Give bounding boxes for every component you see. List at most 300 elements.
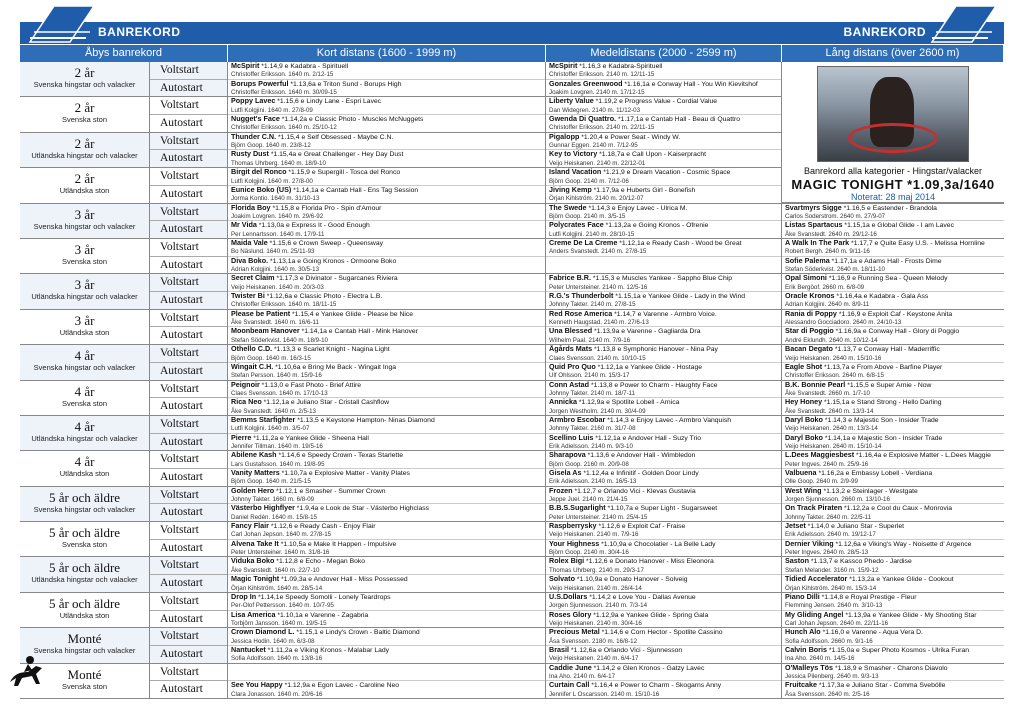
record-driver: Christoffer Eriksson. 2640 m. 6/8-15 (785, 372, 884, 380)
record-time-pedigree: *1.12,9a e Spotlite Lobell - Arnica (578, 399, 680, 407)
record-time-pedigree: *1.16,4a e Kadabra - Gala Ass (836, 293, 929, 301)
class-sub: Svenska ston (61, 540, 108, 550)
class-cell (20, 168, 150, 202)
horse-name: Sharapova (549, 451, 586, 460)
record-entry (782, 398, 1004, 415)
record-time-pedigree: *1.12,6 e Ready Cash - Enjoy Flair (270, 523, 376, 531)
start-type-auto: Autostart (160, 506, 203, 519)
record-entry (546, 62, 781, 80)
start-type-volt: Voltstart (150, 557, 227, 575)
class-age: 5 år och äldre (48, 525, 121, 541)
horse-name: Drop In (231, 592, 257, 601)
record-driver: Örjan Kihlström. 2640 m. 15/3-14 (785, 584, 877, 592)
record-driver: Björn Goop. 2140 m. 30/4-16 (549, 549, 629, 557)
class-age: Monté (67, 666, 102, 682)
horse-name: Armbro Escobar (549, 415, 606, 424)
record-entry (782, 221, 1004, 238)
start-type-cell (150, 204, 228, 238)
record-driver: Johnny Takter. 2140 m. 18/7-11 (549, 389, 636, 397)
horse-name: West Wing (785, 486, 822, 495)
table-row (20, 381, 1004, 416)
kort-cell (228, 522, 546, 556)
record-entry (782, 363, 1004, 380)
record-entry (228, 381, 545, 399)
record-driver: Veijo Heiskanen. 2140 m. 6/4-17 (549, 655, 639, 663)
horse-name: Brasil (549, 645, 569, 654)
record-entry (546, 133, 781, 151)
class-sub: Utländska ston (59, 610, 110, 620)
med-cell (546, 557, 782, 591)
record-entry (546, 186, 781, 203)
record-time-pedigree: *1.17,7 e Quite Easy U.S. - Melissa Hornline (851, 239, 985, 247)
horse-name: Curtain Call (549, 681, 590, 690)
start-type-auto: Autostart (160, 329, 203, 342)
horse-name: Annicka (549, 398, 577, 407)
horse-name: Dernier Viking (785, 539, 834, 548)
horse-name: Saston (785, 557, 809, 566)
med-cell (546, 62, 782, 96)
class-age: 5 år och äldre (48, 560, 121, 576)
start-type-cell (150, 168, 228, 202)
record-driver: Johnny Takter. 2640 m. 22/5-11 (785, 513, 872, 521)
record-time-pedigree: *1.13,2 e Steinlager - Westgate (823, 487, 918, 495)
lang-cell (782, 593, 1004, 627)
class-cell (20, 310, 150, 344)
start-type-cell (150, 557, 228, 591)
record-driver: Christoffer Eriksson. 1640 m. 25/10-12 (231, 124, 337, 132)
record-time-pedigree: *1.14,1a e Cantab Hall - Mink Hanover (301, 328, 418, 336)
start-type-volt: Voltstart (150, 133, 227, 151)
class-age: 2 år (74, 100, 95, 116)
record-driver: Åke Svanstedt. 2640 m. 29/12-16 (785, 230, 877, 238)
record-driver: Björn Goop. 2140 m. 7/12-06 (549, 177, 629, 185)
horse-name: Caddie June (549, 663, 592, 672)
med-cell (546, 97, 782, 131)
horse-name: Sofie Palema (785, 256, 830, 265)
horse-name: Golden Hero (231, 486, 275, 495)
start-type-volt: Voltstart (150, 97, 227, 115)
start-type-volt: Voltstart (150, 62, 227, 80)
record-entry (228, 239, 545, 257)
start-type-volt: Voltstart (150, 345, 227, 363)
record-driver: Veijo Heiskanen. 2140 m. 7/9-16 (549, 531, 639, 539)
record-entry (782, 239, 1004, 257)
record-time-pedigree: *1.16,4 e Power to Charm - Skogarns Anny (591, 682, 722, 690)
horse-name: Daryl Boko (785, 433, 823, 442)
kort-cell (228, 345, 546, 379)
start-type-cell (150, 664, 228, 698)
record-entry (228, 557, 545, 575)
horse-name: Polycrates Face (549, 221, 604, 230)
record-time-pedigree: *1.16,9 e Running Sea - Queen Melody (828, 275, 948, 283)
start-type-auto: Autostart (160, 223, 203, 236)
lang-cell (782, 310, 1004, 344)
record-driver: Anders Svanstedt. 2140 m. 27/8-15 (549, 248, 647, 256)
horse-name: Gonzales Greenwood (549, 79, 623, 88)
table-row (20, 416, 1004, 451)
record-driver: Adrian Kolgjini. 1640 m. 30/5-13 (231, 266, 320, 274)
table-row (20, 204, 1004, 239)
class-cell (20, 204, 150, 238)
horse-name: Tidied Accelerator (785, 575, 848, 584)
record-driver: Peter Untersteiner. 2140 m. 12/5-16 (549, 283, 648, 291)
column-header-class: Åbys banrekord (20, 45, 228, 62)
table-row (20, 664, 1004, 699)
record-time-pedigree: *1.12,6a e Viking's Way - Noisette d' Argence (835, 540, 972, 548)
record-driver: André Eklundh. 2640 m. 10/12-14 (785, 336, 878, 344)
record-entry (546, 611, 781, 628)
start-type-volt: Voltstart (150, 416, 227, 434)
horse-name: Frozen (549, 486, 573, 495)
record-time-pedigree: *1.10,9a e Donato Hanover - Solveig (576, 576, 688, 584)
record-entry (782, 310, 1004, 328)
record-driver: Veijo Heiskanen. 2640 m. 15/10-14 (785, 443, 882, 450)
record-time-pedigree: *1.21,9 e Dream Vacation - Cosmic Space (603, 169, 731, 177)
column-header-row (20, 45, 1004, 62)
record-time-pedigree: *1.14,3 e Enjoy Lavec - Armbro Vanquish (607, 416, 732, 424)
horse-name: Bemms Starfighter (231, 415, 296, 424)
med-cell (546, 522, 782, 556)
horse-name: B.B.S.Sugarlight (549, 504, 606, 513)
record-entry (546, 257, 781, 274)
start-type-cell (150, 487, 228, 521)
record-time-pedigree: *1.16,3 e Kadabra-Spirituell (579, 63, 663, 70)
record-time-pedigree: *1.12,6a e Orlando Vici - Sjunnesson (570, 646, 683, 654)
class-sub: Utländska ston (59, 469, 110, 479)
record-entry (228, 469, 545, 486)
start-type-volt: Voltstart (150, 628, 227, 646)
record-entry (782, 451, 1004, 469)
record-driver: Jeppe Juel. 2140 m. 21/4-15 (549, 496, 628, 504)
record-entry (546, 540, 781, 557)
record-time-pedigree: *1.15,8 e Florida Pro - Spin d'Amour (272, 204, 382, 212)
record-driver: Daniel Redén. 1640 m. 15/8-15 (231, 513, 317, 521)
record-driver: Alessandro Gocciadoro. 2640 m. 24/10-13 (785, 319, 902, 327)
record-time-pedigree: *1.10,7a e Super Light - Sugarsweet (607, 505, 718, 513)
kort-cell (228, 451, 546, 485)
record-driver: Wilhelm Paal. 2140 m. 7/9-16 (549, 336, 631, 344)
record-entry (546, 97, 781, 115)
record-driver: Erik Bergöof. 2660 m. 6/8-09 (785, 283, 865, 291)
class-cell (20, 416, 150, 450)
record-entry (228, 664, 545, 682)
horse-name: Mr Vida (231, 221, 257, 230)
record-time-pedigree: *1.13,9a e Yankee Glide - My Shooting Star (845, 611, 977, 619)
horse-name: My Gliding Angel (785, 610, 844, 619)
record-driver: Åke Svanstedt. 1640 m. 22/7-10 (231, 566, 320, 574)
record-time-pedigree: *1.14,6 e Speedy Crown - Texas Starlette (278, 452, 403, 460)
start-type-cell (150, 522, 228, 556)
kort-cell (228, 381, 546, 415)
med-cell (546, 168, 782, 202)
class-sub: Utländska hingstar och valacker (31, 433, 138, 443)
record-driver: Joakim Lovgren. 1640 m. 29/6-92 (231, 212, 324, 220)
record-time-pedigree: *1.14,1e Speedy Somolli - Lonely Teardrops (258, 593, 391, 601)
horse-name: Raspberrysky (549, 522, 597, 531)
horse-name: Oracle Kronos (785, 292, 835, 301)
class-sub: Svenska ston (61, 398, 108, 408)
record-time-pedigree: *1.13,7 e Kassco Phedo - Jardise (810, 558, 912, 566)
table-row (20, 239, 1004, 274)
record-driver: Johnny Takter. 2140 m. 27/8-15 (549, 301, 636, 309)
record-entry (228, 504, 545, 521)
lang-cell (782, 487, 1004, 521)
horse-name: On Track Piraten (785, 504, 843, 513)
record-driver: Lars Gustafsson. 1640 m. 19/8-95 (231, 460, 325, 468)
record-time-pedigree: *1.12,9a e Egon Lavec - Caroline Neo (284, 682, 400, 690)
class-sub: Svenska hingstar och valacker (33, 80, 136, 89)
record-entry (228, 416, 545, 434)
lang-cell (782, 451, 1004, 485)
record-driver: Jessica Hodin. 1640 m. 6/3-08 (231, 637, 315, 645)
lang-cell (782, 628, 1004, 662)
class-sub: Utländska hingstar och valacker (31, 575, 138, 585)
record-time-pedigree: *1.13,6a e Triton Sund - Borups High (290, 80, 402, 88)
horse-name: Rania di Poppy (785, 309, 837, 318)
start-type-cell (150, 239, 228, 273)
record-driver: Björn Goop. 1640 m. 21/5-15 (231, 478, 311, 486)
record-entry (546, 345, 781, 363)
record-time-pedigree: *1.12,2a e Cool du Caux - Monrovia (844, 505, 953, 513)
med-cell (546, 133, 782, 167)
class-cell (20, 593, 150, 627)
record-entry (546, 292, 781, 309)
kort-cell (228, 204, 546, 238)
start-type-auto: Autostart (160, 187, 203, 200)
record-driver: Joakim Lovgren. 2140 m. 17/12-15 (549, 89, 645, 97)
horse-name: Quid Pro Quo (549, 362, 596, 371)
feature-caption: Banrekord alla kategorier - Hingstar/valacker (803, 166, 983, 176)
record-driver: Gunnar Eggen. 2140 m. 7/12-95 (549, 142, 638, 150)
med-cell (546, 628, 782, 662)
horse-name: Abilene Kash (231, 451, 277, 460)
class-sub: Svenska hingstar och valacker (33, 504, 136, 514)
record-driver: Lutfi Kolgjini. 2140 m. 28/10-15 (549, 230, 635, 238)
class-sub: Utländska hingstar och valacker (31, 292, 138, 302)
start-type-cell (150, 628, 228, 662)
record-time-pedigree: *1.14,1a e Majestic Son - Insider Trade (824, 434, 943, 442)
horse-name: Bacan Degato (785, 345, 833, 354)
record-driver: Christoffer Eriksson. 1640 m. 30/09-15 (231, 89, 337, 97)
med-cell (546, 274, 782, 308)
record-entry (782, 469, 1004, 486)
record-entry (228, 204, 545, 222)
med-cell (546, 593, 782, 627)
record-time-pedigree: *1.14,0 e Juliano Star - Superlet (807, 523, 905, 531)
record-time-pedigree: *1.17,1a e Cantab Hall - Beau di Quattro (617, 116, 741, 124)
record-time-pedigree: *1.11,2a e Yankee Glide - Sheena Hall (253, 434, 369, 442)
start-type-auto: Autostart (160, 470, 203, 483)
record-entry (228, 345, 545, 363)
horse-name: Your Highness (549, 539, 600, 548)
kort-cell (228, 628, 546, 662)
start-type-volt: Voltstart (150, 487, 227, 505)
horse-name: Vanity Matters (231, 468, 280, 477)
horse-name: McSpirit (549, 62, 578, 70)
record-entry (228, 257, 545, 274)
record-driver: Carl Johan Jepson. 2640 m. 22/11-16 (785, 619, 889, 627)
class-sub: Svenska ston (61, 256, 108, 266)
kort-cell (228, 97, 546, 131)
record-time-pedigree: *1.13,7a e From Above - Barfine Player (824, 363, 943, 371)
class-cell (20, 274, 150, 308)
record-time-pedigree: *1.15,1a e Stand Strong - Hello Darling (824, 399, 942, 407)
horse-name: McSpirit (231, 62, 260, 70)
start-type-auto: Autostart (160, 117, 203, 130)
med-cell (546, 310, 782, 344)
start-type-cell (150, 274, 228, 308)
record-entry (546, 557, 781, 575)
record-driver: Peter Untersteiner. 1640 m. 31/8-16 (231, 549, 330, 557)
record-time-pedigree: *1.10,7a e Explosive Matter - Vanity Plates (281, 469, 410, 477)
start-type-cell (150, 381, 228, 415)
record-driver: Veijo Heiskanen. 1640 m. 20/3-03 (231, 283, 324, 291)
record-time-pedigree: *1.13,0 e Fast Photo - Brief Attire (261, 381, 362, 389)
aby-logo-left (24, 2, 100, 46)
record-entry (228, 310, 545, 328)
horse-name: Red Rose America (549, 309, 613, 318)
record-driver: Jennifer Tillman. 1640 m. 19/5-16 (231, 443, 323, 450)
record-entry (546, 487, 781, 505)
column-header-lang: Lång distans (över 2600 m) (782, 45, 1004, 62)
record-time-pedigree: *1.12,1a e Yankee Glide - Hostage (597, 363, 703, 371)
horse-name: Hey Honey (785, 398, 823, 407)
start-type-auto: Autostart (160, 258, 203, 271)
horse-name: Svartmyrs Sigge (785, 203, 842, 212)
record-entry (228, 115, 545, 132)
horse-name: Västerbo Highflyer (231, 504, 295, 513)
start-type-volt: Voltstart (150, 274, 227, 292)
record-time-pedigree: *1.16,4a e Explosive Matter - L.Dees Maggie (856, 452, 991, 460)
horse-name: Liberty Value (549, 97, 594, 106)
monte-rider-icon (6, 652, 46, 688)
record-entry (782, 681, 1004, 698)
horse-name: Alvena Take It (231, 539, 279, 548)
record-time-pedigree: *1.12,4a e Infinitif - Golden Door Lindy (583, 469, 699, 477)
record-entry (782, 416, 1004, 434)
feature-panel (782, 62, 1004, 203)
table-row (20, 451, 1004, 486)
record-time-pedigree: *1.12,7 e Orlando Vici - Klevas Gustavia (574, 487, 696, 495)
record-driver: Ina Aho. 2640 m. 14/5-16 (785, 655, 855, 663)
class-sub: Utländska ston (59, 327, 110, 337)
class-age: 5 år och äldre (48, 595, 121, 611)
record-entry (228, 522, 545, 540)
record-time-pedigree: *1.13,2a e Going Kronos - Ofrenie (605, 222, 709, 230)
horse-name: L.Dees Maggiesbest (785, 451, 855, 460)
start-type-auto: Autostart (160, 400, 203, 413)
start-type-cell (150, 451, 228, 485)
kort-cell (228, 664, 546, 698)
record-entry (228, 487, 545, 505)
record-time-pedigree: *1.15,1 e Lindy's Crown - Baltic Diamond (296, 629, 420, 637)
record-entry (546, 628, 781, 646)
lang-cell (782, 522, 1004, 556)
record-driver: Erik Adielsson. 2140 m. 9/3-10 (549, 443, 633, 450)
class-cell (20, 62, 150, 96)
header-title-left: BANREKORD (98, 25, 181, 39)
med-cell (546, 416, 782, 450)
kort-cell (228, 557, 546, 591)
record-time-pedigree: *1.12,1a e Andover Hall - Suzy Trio (595, 434, 702, 442)
record-entry (228, 80, 545, 97)
horse-name: Solvato (549, 575, 575, 584)
record-entry (546, 398, 781, 415)
start-type-volt: Voltstart (150, 168, 227, 186)
record-time-pedigree: *1.12,1a e Juliano Star - Cristall Cashflow (263, 399, 390, 407)
record-time-pedigree: *1.14,1a e Cantab Hall - Ens Tag Session (293, 186, 419, 194)
record-time-pedigree: *1.12,9a e Yankee Glide - Spring Gala (593, 611, 709, 619)
record-driver: Veijo Heiskanen. 2140 m. 26/4-14 (549, 584, 642, 592)
horse-name: Pierre (231, 433, 252, 442)
record-driver: Claes Svensson. 2140 m. 10/10-15 (549, 354, 646, 362)
horse-name: See You Happy (231, 681, 283, 690)
record-driver: Christoffer Eriksson. 2140 m. 12/11-15 (549, 71, 655, 79)
record-entry (546, 168, 781, 186)
record-time-pedigree: *1.16,1a e Conway Hall - You Win Kievitshof (624, 80, 758, 88)
table-row (20, 557, 1004, 592)
horse-name: Ågårds Mats (549, 345, 593, 354)
record-time-pedigree: *1.9,4a e Look de Star - Västerbo Highclass (296, 505, 430, 513)
start-type-auto: Autostart (160, 152, 203, 165)
record-entry (546, 239, 781, 257)
med-cell (546, 664, 782, 698)
record-time-pedigree: *1.13,0a e Express It - Good Enough (258, 222, 370, 230)
med-cell (546, 345, 782, 379)
class-age: 3 år (74, 312, 95, 328)
class-age: 4 år (74, 383, 95, 399)
class-sub: Svenska hingstar och valacker (33, 221, 136, 231)
horse-name: Gisela As (549, 468, 582, 477)
horse-name: Lisa America (231, 610, 276, 619)
record-entry (782, 593, 1004, 611)
record-time-pedigree: *1.13,3 e Scarlet Knight - Nagina Light (274, 346, 390, 354)
horse-name: Poppy Lavec (231, 97, 276, 106)
record-driver: Örjan Kihlström. 1640 m. 28/5-14 (231, 584, 323, 592)
record-entry (228, 363, 545, 380)
record-driver: Lutfi Kolgjini. 1640 m. 3/5-07 (231, 425, 310, 433)
horse-name: Borups Powerful (231, 79, 289, 88)
record-entry (228, 168, 545, 186)
record-time-pedigree: *1.10,5a e Make It Happen - Impulsive (280, 540, 397, 548)
record-time-pedigree: *1.16,2a e Embassy Lobell - Verdiana (818, 469, 933, 477)
record-driver: Örjan Kihlström. 2140 m. 20/12-07 (549, 195, 644, 203)
horse-name: Una Blessed (549, 327, 593, 336)
lang-cell (782, 274, 1004, 308)
record-entry (228, 186, 545, 203)
start-type-volt: Voltstart (150, 381, 227, 399)
record-entry (782, 487, 1004, 505)
horse-name: Jetset (785, 522, 806, 531)
record-driver: Torbjörn Jansson. 1640 m. 19/5-15 (231, 619, 327, 627)
class-age: 3 år (74, 241, 95, 257)
record-driver: Clara Jonasson. 1640 m. 20/6-16 (231, 690, 323, 698)
record-driver: Bo Näslund. 1640 m. 25/11-93 (231, 248, 315, 256)
record-time-pedigree: *1.15,6 e Crown Sweep - Queensway (269, 239, 383, 247)
record-time-pedigree: *1.18,9 e Smasher - Charons Diavolo (834, 664, 948, 672)
class-cell (20, 487, 150, 521)
record-entry (782, 504, 1004, 521)
record-driver: Thomas Uhrberg. 2140 m. 29/3-17 (549, 566, 644, 574)
record-time-pedigree: *1.13,6 e Andover Hall - Wimbledon (587, 452, 696, 460)
record-driver: Åsa Svensson. 2640 m. 2/5-16 (785, 690, 870, 698)
start-type-cell (150, 97, 228, 131)
record-time-pedigree: *1.12,1 e Smasher - Summer Crown (276, 487, 386, 495)
record-driver: Sofia Adolfsson. 2660 m. 9/1-16 (785, 637, 873, 645)
kort-cell (228, 62, 546, 96)
horse-name: Wingait C.H. (231, 362, 274, 371)
record-driver: Erik Adielsson. 2640 m. 19/12-17 (785, 531, 876, 539)
